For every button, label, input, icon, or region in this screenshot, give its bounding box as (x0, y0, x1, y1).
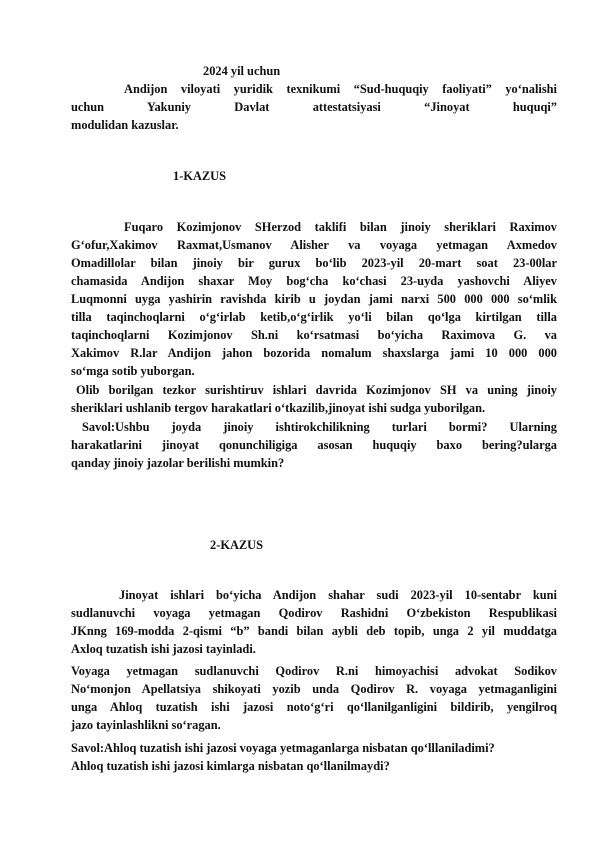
case2-question-line: Savol:Ahloq tuzatish ishi jazosi voyaga yetmaganlarga nisbatan qo‘lllaniladimi? (71, 741, 495, 755)
year-heading: 2024 yil uchun (203, 64, 281, 78)
case1-question-line: Savol:Ushbu joyda jinoiy ishtirokchilikning turlari bormi? Ularning (82, 420, 557, 434)
case2-body-line: JKnng 169-modda 2-qismi “b” bandi bilan aybli deb topib, unga 2 yil muddatga (71, 624, 557, 638)
case1-question-line: qanday jinoiy jazolar berilishi mumkin? (71, 456, 285, 470)
case2-body-line: Axloq tuzatish ishi jazosi tayinladi. (71, 642, 256, 656)
intro-line: modulidan kazuslar. (71, 118, 179, 132)
case2-appeal-line: Voyaga yetmagan sudlanuvchi Qodirov R.ni himoyachisi advokat Sodikov (71, 664, 557, 678)
case1-body-line: Luqmonni uyga yashirin ravishda kirib u joydan jami narxi 500 000 000 so‘mlik (71, 292, 557, 306)
intro-line: Andijon viloyati yuridik texnikumi “Sud-huquqiy faoliyati” yo‘nalishi (124, 82, 557, 96)
case2-appeal-line: unga Ahloq tuzatish ishi jazosi noto‘g‘ri qo‘llanilganligini bildirib, yengilroq (71, 700, 557, 714)
case2-body-line: Jinoyat ishlari bo‘yicha Andijon shahar sudi 2023-yil 10-sentabr kuni (119, 588, 557, 602)
case1-follow-line: Olib borilgan tezkor surishtiruv ishlari davrida Kozimjonov SH va uning jinoiy (76, 383, 557, 397)
case1-question-line: harakatlarini jinoyat qonunchiligiga asosan huquqiy baxo bering?ularga (71, 438, 557, 452)
case2-appeal-line: No‘monjon Apellatsiya shikoyati yozib unda Qodirov R. voyaga yetmaganligini (71, 682, 557, 696)
case2-appeal-line: jazo tayinlashlikni so‘ragan. (71, 718, 221, 732)
case1-title: 1-KAZUS (173, 169, 227, 183)
case1-body-line: G‘ofur,Xakimov Raxmat,Usmanov Alisher va voyaga yetmagan Axmedov (71, 238, 557, 252)
case1-follow-line: sheriklari ushlanib tergov harakatlari o‘tkazilib,jinoyat ishi sudga yuborilgan. (71, 401, 486, 415)
case2-title: 2-KAZUS (210, 538, 264, 552)
case1-body-line: Omadillolar bilan jinoiy bir gurux bo‘lib 2023-yil 20-mart soat 23-00lar (71, 256, 557, 270)
case1-body-line: taqinchoqlarni Kozimjonov Sh.ni ko‘rsatmasi bo‘yicha Raximova G. va (71, 328, 557, 342)
case2-body-line: sudlanuvchi voyaga yetmagan Qodirov Rashidni O‘zbekiston Respublikasi (71, 606, 557, 620)
case1-body-line: so‘mga sotib yuborgan. (71, 364, 195, 378)
case2-question-line: Ahloq tuzatish ishi jazosi kimlarga nisbatan qo‘llanilmaydi? (71, 759, 390, 773)
intro-line: uchun Yakuniy Davlat attestatsiyasi “Jinoyat huquqi” (71, 100, 557, 114)
case1-body-line: chamasida Andijon shaxar Moy bog‘cha ko‘chasi 23-uyda yashovchi Aliyev (71, 274, 557, 288)
case1-body-line: Xakimov R.lar Andijon jahon bozorida nomalum shaxslarga jami 10 000 000 (71, 346, 557, 360)
case1-body-line: tilla taqinchoqlarni o‘g‘irlab ketib,o‘g‘irlik yo‘li bilan qo‘lga kirtilgan tilla (71, 310, 557, 324)
case1-body-line: Fuqaro Kozimjonov SHerzod taklifi bilan jinoiy sheriklari Raximov (124, 220, 557, 234)
